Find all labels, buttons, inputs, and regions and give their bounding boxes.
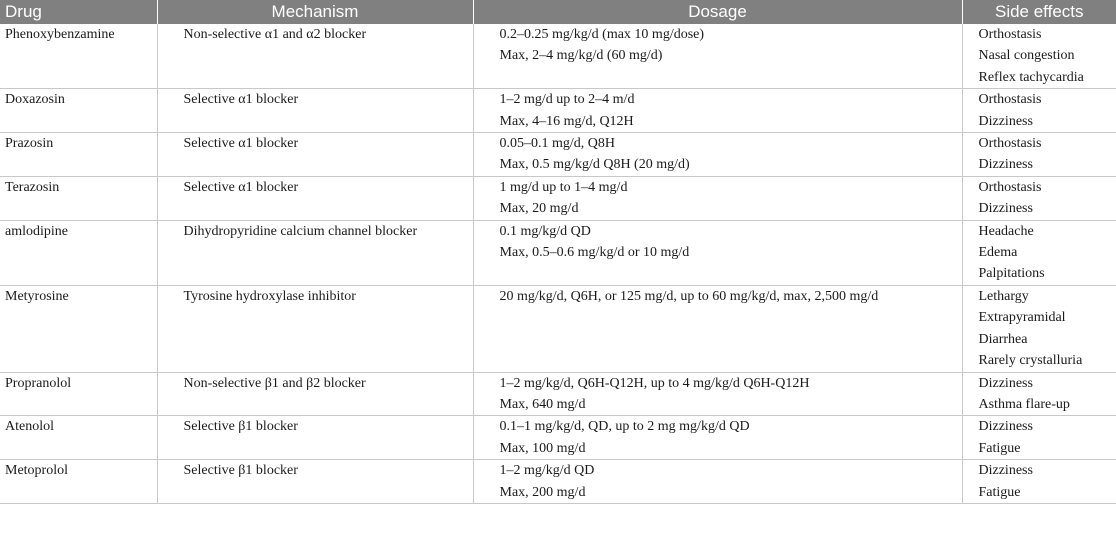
side-effect-line: Orthostasis: [978, 179, 1042, 195]
dosage-cell: [473, 372, 962, 416]
side-effect-line: Edema: [978, 245, 1018, 261]
dosage-line: Max, 0.5 mg/kg/d Q8H (20 mg/d): [499, 157, 690, 173]
side-effect-line: Dizziness: [978, 375, 1033, 391]
mechanism-cell: Selective β1 blocker: [157, 460, 473, 504]
mechanism-cell: Tyrosine hydroxylase inhibitor: [157, 285, 473, 372]
side-effect-line: Asthma flare-up: [978, 396, 1070, 412]
drug-cell: Atenolol: [0, 416, 157, 460]
side-effects-cell: [962, 416, 1116, 460]
side-effect-line: Rarely crystalluria: [978, 353, 1083, 369]
side-effect-line: Orthostasis: [978, 92, 1042, 108]
dosage-line: Max, 100 mg/d: [499, 440, 586, 456]
dosage-line: Max, 2–4 mg/kg/d (60 mg/d): [499, 48, 663, 64]
side-effects-cell: [962, 460, 1116, 504]
side-effect-line: Dizziness: [978, 201, 1033, 217]
dosage-line: Max, 20 mg/d: [499, 201, 579, 217]
header-dosage: Dosage: [473, 0, 962, 24]
mechanism-cell: Selective α1 blocker: [157, 89, 473, 133]
table-row: [0, 285, 1116, 372]
dosage-line: Max, 640 mg/d: [499, 396, 586, 412]
dosage-line: 0.05–0.1 mg/d, Q8H: [499, 136, 615, 152]
side-effect-line: Diarrhea: [978, 331, 1028, 347]
side-effects-cell: [962, 220, 1116, 285]
mechanism-cell: Non-selective α1 and α2 blocker: [157, 24, 473, 89]
table-row: [0, 220, 1116, 285]
header-mechanism: Mechanism: [157, 0, 473, 24]
dosage-line: Max, 0.5–0.6 mg/kg/d or 10 mg/d: [499, 245, 690, 261]
dosage-cell: [473, 460, 962, 504]
side-effects-cell: [962, 176, 1116, 220]
side-effect-line: Reflex tachycardia: [978, 69, 1084, 85]
drug-cell: Phenoxybenzamine: [0, 24, 157, 89]
side-effects-cell: [962, 285, 1116, 372]
side-effect-line: Dizziness: [978, 157, 1033, 173]
dosage-line: 1–2 mg/kg/d QD: [499, 463, 595, 479]
drug-cell: amlodipine: [0, 220, 157, 285]
dosage-line: 0.1–1 mg/kg/d, QD, up to 2 mg mg/kg/d QD: [499, 419, 750, 435]
header-row: [0, 0, 1116, 24]
drug-cell: Doxazosin: [0, 89, 157, 133]
side-effects-cell: [962, 89, 1116, 133]
side-effect-line: Orthostasis: [978, 136, 1042, 152]
side-effects-cell: [962, 372, 1116, 416]
dosage-line: 20 mg/kg/d, Q6H, or 125 mg/d, up to 60 mg/kg/d, max, 2,500 mg/d: [499, 288, 879, 304]
mechanism-cell: Selective β1 blocker: [157, 416, 473, 460]
mechanism-cell: Dihydropyridine calcium channel blocker: [157, 220, 473, 285]
side-effects-cell: [962, 133, 1116, 177]
side-effect-line: Orthostasis: [978, 27, 1042, 42]
dosage-cell: [473, 416, 962, 460]
dosage-line: 0.2–0.25 mg/kg/d (max 10 mg/dose): [499, 27, 705, 42]
mechanism-cell: Non-selective β1 and β2 blocker: [157, 372, 473, 416]
dosage-line: 0.1 mg/kg/d QD: [499, 223, 591, 239]
table-row: [0, 372, 1116, 416]
mechanism-cell: Selective α1 blocker: [157, 133, 473, 177]
side-effect-line: Headache: [978, 223, 1034, 239]
dosage-cell: [473, 133, 962, 177]
side-effect-line: Nasal congestion: [978, 48, 1075, 64]
table-row: [0, 89, 1116, 133]
table-row: [0, 416, 1116, 460]
side-effects-cell: [962, 24, 1116, 89]
side-effect-line: Dizziness: [978, 463, 1033, 479]
dosage-cell: [473, 176, 962, 220]
dosage-line: Max, 200 mg/d: [499, 484, 586, 500]
drug-cell: Prazosin: [0, 133, 157, 177]
table-row: [0, 24, 1116, 89]
side-effect-line: Extrapyramidal: [978, 310, 1066, 326]
dosage-cell: [473, 24, 962, 89]
side-effect-line: Palpitations: [978, 266, 1045, 282]
side-effect-line: Dizziness: [978, 419, 1033, 435]
mechanism-cell: Selective α1 blocker: [157, 176, 473, 220]
table-row: [0, 460, 1116, 504]
drug-cell: Metoprolol: [0, 460, 157, 504]
table-row: [0, 176, 1116, 220]
drug-cell: Metyrosine: [0, 285, 157, 372]
dosage-cell: [473, 285, 962, 372]
side-effect-line: Fatigue: [978, 440, 1021, 456]
header-drug: Drug: [0, 0, 157, 24]
side-effect-line: Fatigue: [978, 484, 1021, 500]
dosage-line: 1–2 mg/d up to 2–4 m/d: [499, 92, 635, 108]
dosage-line: Max, 4–16 mg/d, Q12H: [499, 113, 634, 129]
side-effect-line: Lethargy: [978, 288, 1029, 304]
side-effect-line: Dizziness: [978, 113, 1033, 129]
dosage-cell: [473, 89, 962, 133]
header-side-effects: Side effects: [962, 0, 1116, 24]
drug-cell: Terazosin: [0, 176, 157, 220]
drug-cell: Propranolol: [0, 372, 157, 416]
dosage-line: 1–2 mg/kg/d, Q6H-Q12H, up to 4 mg/kg/d Q6H-Q12H: [499, 375, 810, 391]
dosage-cell: [473, 220, 962, 285]
dosage-line: 1 mg/d up to 1–4 mg/d: [499, 179, 628, 195]
table-row: [0, 133, 1116, 177]
